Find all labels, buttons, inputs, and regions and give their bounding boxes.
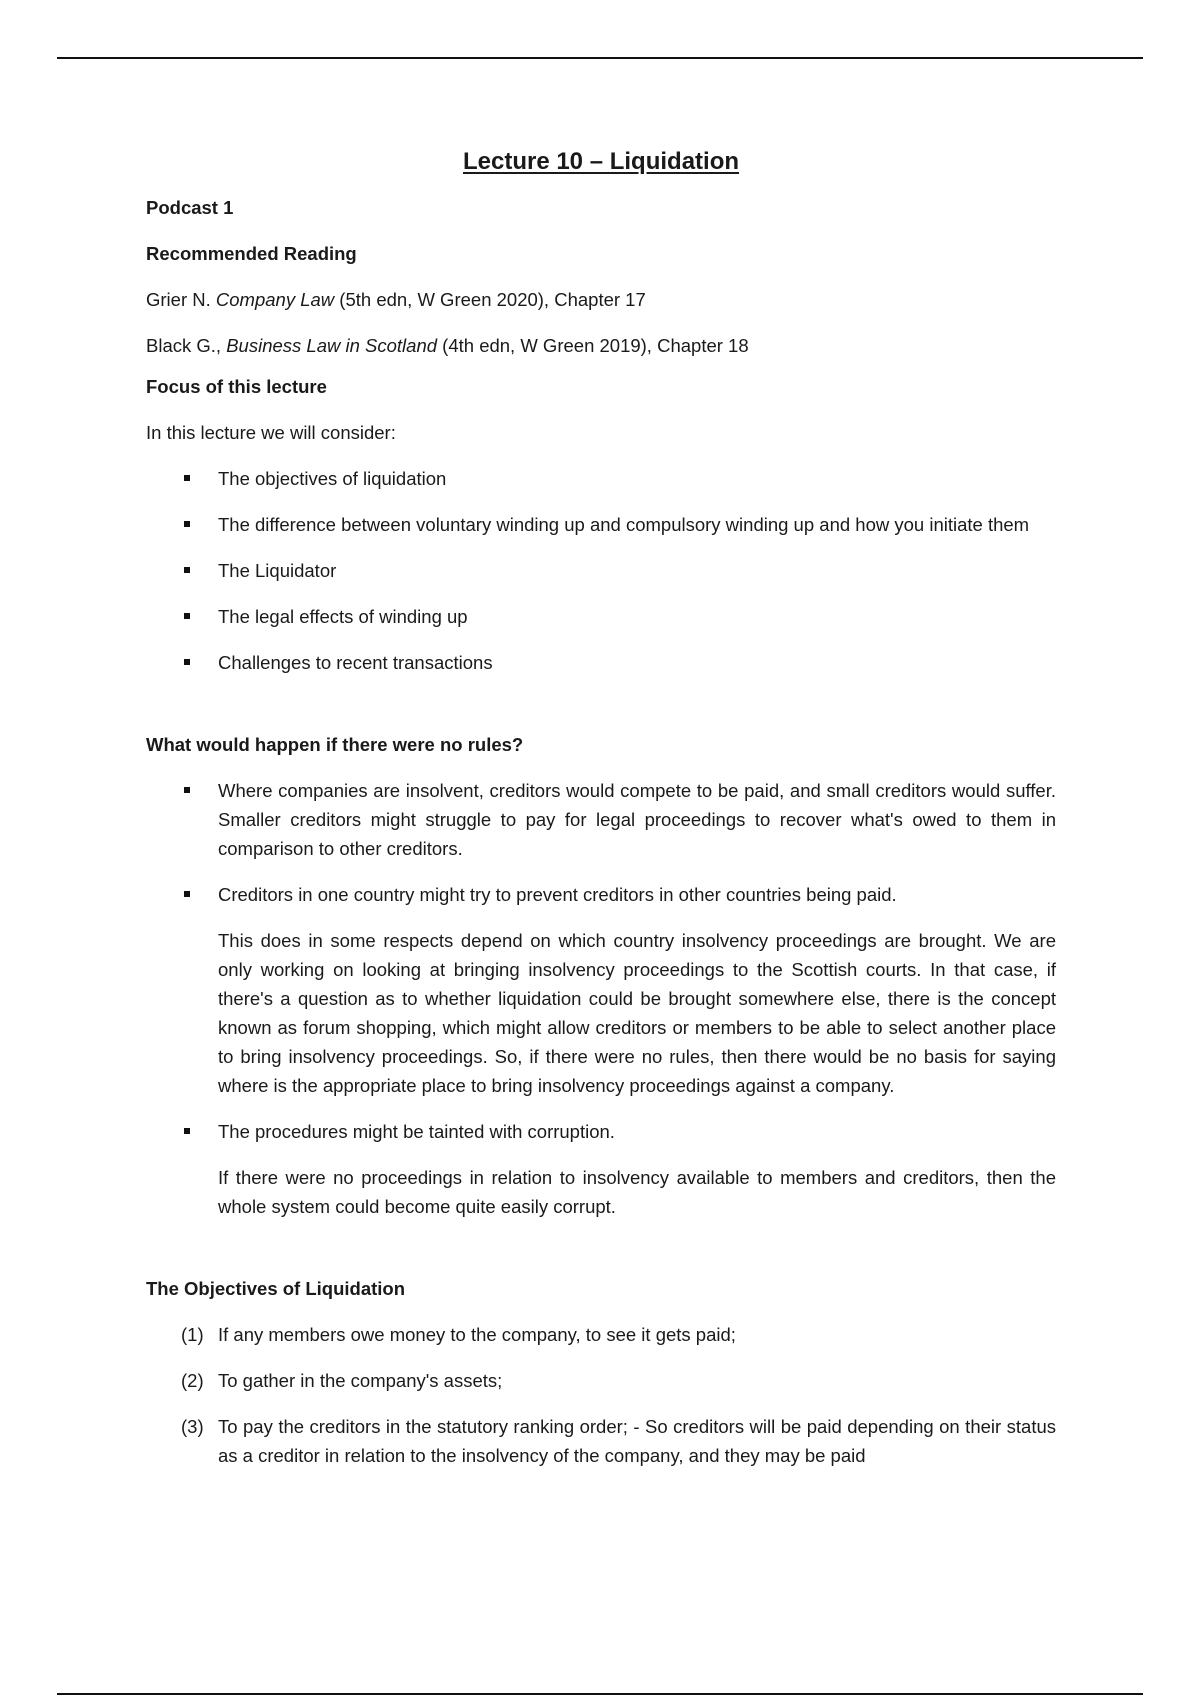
rules-list xyxy=(146,776,1056,909)
focus-list xyxy=(146,464,1056,677)
list-item: Where companies are insolvent, creditors would compete to be paid, and small creditors would suffer. Smaller creditors might struggle to pay for legal proceedings to recover what's owed to them in comparison to other creditors. xyxy=(146,776,1056,863)
page-title: Lecture 10 – Liquidation xyxy=(462,148,740,175)
bullet-icon xyxy=(184,475,190,481)
top-rule xyxy=(57,57,1143,59)
list-number: (2) xyxy=(181,1370,204,1391)
bullet-icon xyxy=(184,659,190,665)
bottom-rule xyxy=(57,1693,1143,1695)
list-item: The difference between voluntary winding up and compulsory winding up and how you initiate them xyxy=(146,510,1056,539)
list-number: (1) xyxy=(181,1324,204,1345)
rules-sub-paragraph: If there were no proceedings in relation to insolvency available to members and creditors, then the whole system could become quite easily corrupt. xyxy=(218,1167,1056,1217)
list-item: The legal effects of winding up xyxy=(146,602,1056,631)
objectives-heading: The Objectives of Liquidation xyxy=(146,1278,406,1299)
bullet-icon xyxy=(184,787,190,793)
rules-heading: What would happen if there were no rules? xyxy=(146,734,524,755)
reading-item: Grier N. Company Law (5th edn, W Green 2020), Chapter 17 xyxy=(146,289,646,310)
podcast-label: Podcast 1 xyxy=(146,197,234,218)
bullet-icon xyxy=(184,613,190,619)
bullet-icon xyxy=(184,891,190,897)
list-number: (3) xyxy=(181,1416,204,1437)
rules-sub-paragraph: This does in some respects depend on which country insolvency proceedings are brought. We are only working on looking at bringing insolvency proceedings to the Scottish courts. In that case, if there's a question as to whether liquidation could be brought somewhere else, there is the concept known as forum shopping, which might allow creditors or members to be able to select another place to bring insolvency proceedings. So, if there were no rules, then there would be no basis for saying where is the appropriate place to bring insolvency proceedings against a company. xyxy=(218,930,1056,1096)
list-item: Challenges to recent transactions xyxy=(146,648,1056,677)
bullet-icon xyxy=(184,567,190,573)
focus-heading: Focus of this lecture xyxy=(146,376,327,397)
focus-intro: In this lecture we will consider: xyxy=(146,422,396,443)
document-page xyxy=(146,145,1056,1487)
reading-heading: Recommended Reading xyxy=(146,243,357,264)
reading-item: Black G., Business Law in Scotland (4th edn, W Green 2019), Chapter 18 xyxy=(146,335,749,356)
bullet-icon xyxy=(184,1128,190,1134)
objectives-list xyxy=(146,1320,1056,1470)
bullet-icon xyxy=(184,521,190,527)
list-item: The Liquidator xyxy=(146,556,1056,585)
list-item: (2) To gather in the company's assets; xyxy=(146,1366,1056,1395)
list-item: (3) To pay the creditors in the statutory ranking order; - So creditors will be paid depending on their status as a creditor in relation to the insolvency of the company, and they may be paid xyxy=(146,1412,1056,1470)
list-item: The procedures might be tainted with corruption. xyxy=(146,1117,1056,1146)
list-item: Creditors in one country might try to prevent creditors in other countries being paid. xyxy=(146,880,1056,909)
rules-list-continued xyxy=(146,1117,1056,1146)
list-item: The objectives of liquidation xyxy=(146,464,1056,493)
list-item: (1) If any members owe money to the company, to see it gets paid; xyxy=(146,1320,1056,1349)
